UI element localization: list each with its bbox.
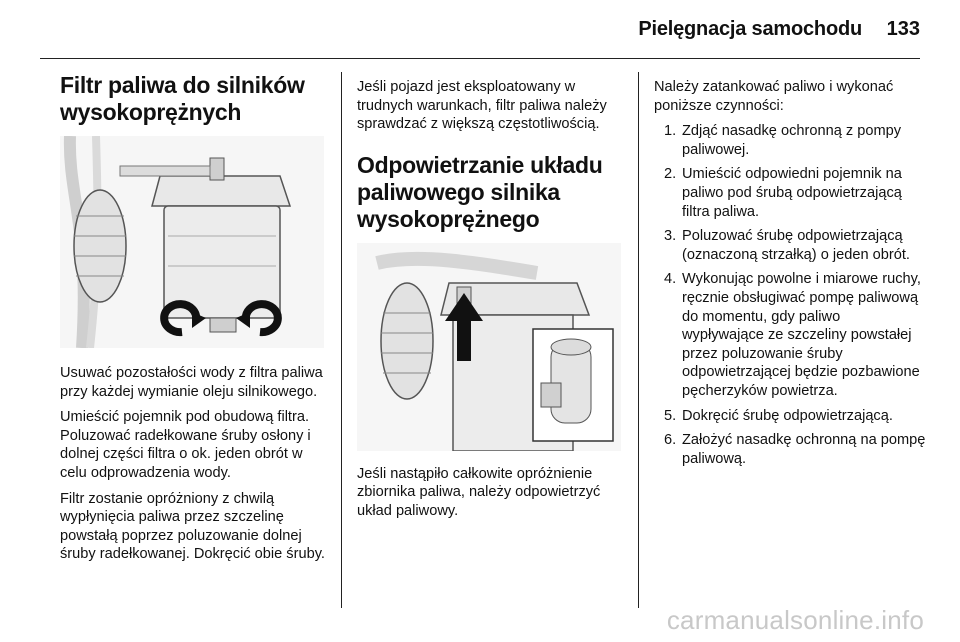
- column-1: [60, 72, 328, 571]
- step-item: [654, 227, 926, 264]
- step-item: [654, 431, 926, 468]
- watermark: carmanualsonline.info: [666, 605, 924, 635]
- column-2: [357, 78, 625, 528]
- steps-list: [654, 122, 926, 468]
- step-number: 4.: [664, 271, 677, 288]
- bleed-screw-illustration: [357, 243, 621, 451]
- intro-paragraph: Jeśli pojazd jest eksploatowany w trudnych warunkach, filtr paliwa należy sprawdzać z większą częstotliwością.: [357, 79, 607, 133]
- header-title: Pielęgnacja samochodu: [638, 18, 862, 40]
- steps-intro: Należy zatankować paliwo i wykonać poniższe czynności:: [654, 79, 894, 114]
- page-header: [0, 0, 960, 58]
- step-item: [654, 407, 926, 426]
- header-rule: [40, 58, 920, 59]
- column-divider-2: [638, 72, 639, 608]
- paragraph-2: Umieścić pojemnik pod obudową filtra. Poluzować radełkowane śruby osłony i dolnej części filtra o ok. jeden obrót w celu odprowadzenia wody.: [60, 409, 311, 481]
- step-item: [654, 165, 926, 221]
- step-text: Poluzować śrubę odpowietrzającą (oznaczoną strzałką) o jeden obrót.: [682, 228, 910, 263]
- step-number: 5.: [664, 407, 677, 424]
- column-divider-1: [341, 72, 342, 608]
- step-number: 6.: [664, 432, 677, 449]
- step-number: 1.: [664, 123, 677, 140]
- step-item: [654, 122, 926, 159]
- column-3: [654, 78, 926, 474]
- bleeding-paragraph: Jeśli nastąpiło całkowite opróżnienie zbiornika paliwa, należy odpowietrzyć układ paliwowy.: [357, 465, 601, 519]
- step-text: Zdjąć nasadkę ochronną z pompy paliwowej.: [682, 123, 902, 158]
- step-text: Umieścić odpowiedni pojemnik na paliwo pod śrubą odpowietrzającą filtra paliwa.: [682, 166, 902, 220]
- step-number: 2.: [664, 166, 677, 183]
- page-number: 133: [886, 18, 920, 40]
- paragraph-1: Usuwać pozostałości wody z filtra paliwa przy każdej wymianie oleju silnikowego.: [60, 365, 323, 400]
- step-text: Założyć nasadkę ochronną na pompę paliwową.: [682, 432, 926, 467]
- step-item: [654, 270, 926, 400]
- step-number: 3.: [664, 228, 677, 245]
- section-heading-fuel-filter: Filtr paliwa do silników wysokoprężnych: [60, 72, 305, 125]
- section-heading-bleeding: Odpowietrzanie układu paliwowego silnika wysokoprężnego: [357, 151, 603, 232]
- paragraph-3: Filtr zostanie opróżniony z chwilą wypłynięcia paliwa przez szczelinę powstałą poprzez poluzowanie dolnej śruby radełkowanej. Dokręcić obie śruby.: [60, 490, 325, 563]
- step-text: Dokręcić śrubę odpowietrzającą.: [682, 407, 893, 424]
- fuel-filter-illustration: [60, 136, 324, 348]
- step-text: Wykonując powolne i miarowe ruchy, ręcznie obsługiwać pompę paliwową do momentu, gdy paliwo wypływające ze szczeliny powstałej przez poluzowanie śruby odpowietrzającej będzie pozbawione pęcherzyków powietrza.: [682, 271, 921, 399]
